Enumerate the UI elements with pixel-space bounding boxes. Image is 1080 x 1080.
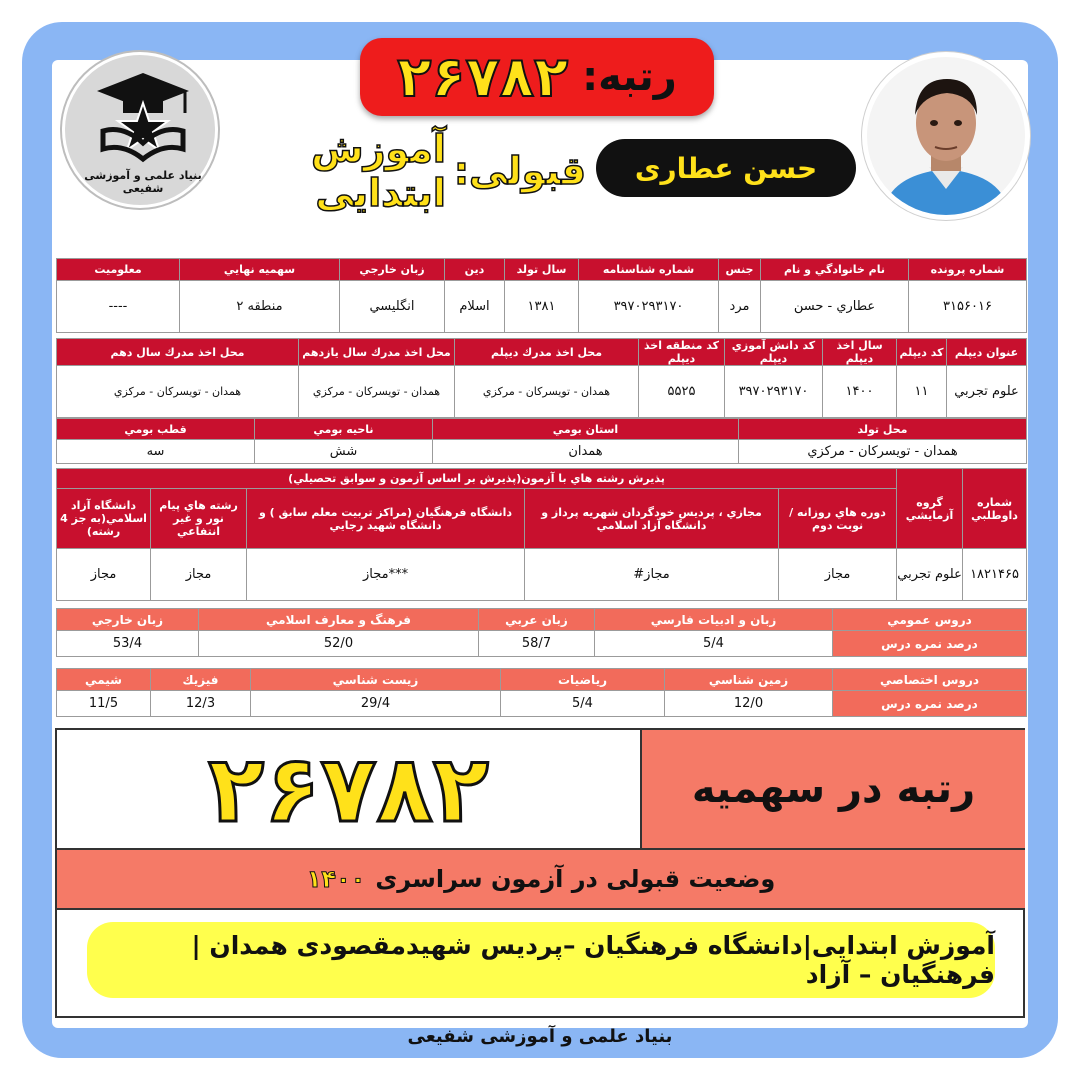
accepted-field [214,127,586,215]
value-native-pole: سه [57,440,255,464]
value-file-number: ۳۱۵۶۰۱۶ [909,281,1027,333]
quota-rank-label: رتبه در سهمیه [640,730,1025,848]
header-id-number: شماره شناسنامه [579,259,719,281]
quota-rank-number: ۲۶۷۸۲ [208,735,489,843]
value-diploma-title: علوم تجربي [947,366,1027,418]
general-subject: زبان خارجي [57,609,199,631]
header-azad: دانشگاه آزاد اسلامي(به جز 4 رشته) [57,489,151,549]
student-name: حسن عطاری [596,139,856,197]
native-region-table [56,418,1027,464]
value-diploma-place: همدان - تويسركان - مركزي [455,366,639,418]
specialized-score: 5/4 [501,691,665,717]
value-religion: اسلام [445,281,505,333]
rank-badge [360,38,714,116]
specialized-score: 29/4 [251,691,501,717]
header-birth-place: محل تولد [739,419,1027,440]
header-student-code: كد دانش آموزي ديپلم [725,339,823,366]
value-grade11-place: همدان - تويسركان - مركزي [299,366,455,418]
value-farhangian: ***مجاز [247,549,525,601]
logo-caption: بنیاد علمی و آموزشی شفیعی [84,169,202,195]
header-volunteer-number: شماره داوطلبي [963,469,1027,549]
header-native-province: استان بومي [433,419,739,440]
value-native-province: همدان [433,440,739,464]
specialized-subject: فيزيك [151,669,251,691]
acceptance-status [57,848,1025,910]
specialized-score: 12/3 [151,691,251,717]
value-diploma-code: ۱۱ [897,366,947,418]
value-full-name: عطاري - حسن [761,281,909,333]
general-score-label: درصد نمره درس [833,631,1027,657]
header-grade10-place: محل اخذ مدرك سال دهم [57,339,299,366]
header-payamenoor: رشته هاي پيام نور و غير انتفاعي [151,489,247,549]
value-daily-courses: مجاز [779,549,897,601]
specialized-score-label: درصد نمره درس [833,691,1027,717]
header-region-code: كد منطقه اخذ ديپلم [639,339,725,366]
general-subject: فرهنگ و معارف اسلامي [199,609,479,631]
footer-caption: بنیاد علمی و آموزشی شفیعی [407,1026,673,1047]
specialized-title: دروس اختصاصي [833,669,1027,691]
value-final-quota: منطقه ۲ [180,281,340,333]
header-full-name: نام خانوادگي و نام [761,259,909,281]
acceptance-status-text: وضعیت قبولی در آزمون سراسری [375,865,776,893]
admission-status-table [56,468,1027,601]
person-avatar-icon [867,57,1025,215]
graduation-cap-star-icon [89,69,197,165]
header-farhangian: دانشگاه فرهنگيان (مراكز تربيت معلم سابق ) و دانشگاه شهيد رجايي [247,489,525,549]
header-diploma-place: محل اخذ مدرك ديپلم [455,339,639,366]
value-diploma-year: ۱۴۰۰ [823,366,897,418]
general-score: 52/0 [199,631,479,657]
header-virtual-pardis: مجازي ، پرديس خودگردان شهريه پرداز و دانشگاه آزاد اسلامي [525,489,779,549]
specialized-subject: زمين شناسي [665,669,833,691]
value-birth-year: ۱۳۸۱ [505,281,579,333]
value-foreign-language: انگليسي [340,281,445,333]
value-exam-group: علوم تجربي [897,549,963,601]
header-gender: جنس [719,259,761,281]
value-native-district: شش [255,440,433,464]
header-daily-courses: دوره هاي روزانه / نوبت دوم [779,489,897,549]
value-volunteer-number: ۱۸۲۱۴۶۵ [963,549,1027,601]
header-birth-year: سال تولد [505,259,579,281]
value-student-code: ۳۹۷۰۲۹۳۱۷۰ [725,366,823,418]
rank-summary [55,728,1025,1018]
value-grade10-place: همدان - تويسركان - مركزي [57,366,299,418]
header-diploma-code: كد ديپلم [897,339,947,366]
rank-label: رتبه: [582,54,677,100]
personal-info-table [56,258,1027,333]
header-religion: دين [445,259,505,281]
value-gender: مرد [719,281,761,333]
header-admission-title: پذيرش رشته هاي با آزمون(پذيرش بر اساس آزمون و سوابق تحصيلي) [57,469,897,489]
specialized-score: 11/5 [57,691,151,717]
general-score: 53/4 [57,631,199,657]
accepted-value: آموزش ابتدایی [311,127,446,215]
general-subject: زبان عربي [479,609,595,631]
specialized-subjects-table [56,668,1027,717]
general-score: 58/7 [479,631,595,657]
diploma-info-table [56,338,1027,418]
specialized-subject: شيمي [57,669,151,691]
acceptance-status-year: ۱۴۰۰ [306,865,366,893]
value-region-code: ۵۵۲۵ [639,366,725,418]
value-azad: مجاز [57,549,151,601]
header-file-number: شماره پرونده [909,259,1027,281]
value-id-number: ۳۹۷۰۲۹۳۱۷۰ [579,281,719,333]
rank-value: ۲۶۷۸۲ [397,44,569,110]
header-exam-group: گروه آزمايشي [897,469,963,549]
general-title: دروس عمومي [833,609,1027,631]
header-native-pole: قطب بومي [57,419,255,440]
accepted-course: آموزش ابتدایی|دانشگاه فرهنگیان –پردیس شهیدمقصودی همدان | فرهنگیان – آزاد [87,922,995,998]
value-payamenoor: مجاز [151,549,247,601]
header-diploma-year: سال اخذ ديپلم [823,339,897,366]
header-grade11-place: محل اخذ مدرك سال يازدهم [299,339,455,366]
general-subject: زبان و ادبيات فارسي [595,609,833,631]
header-foreign-language: زبان خارجي [340,259,445,281]
header-native-district: ناحيه بومي [255,419,433,440]
student-photo [862,52,1030,220]
specialized-score: 12/0 [665,691,833,717]
general-subjects-table [56,608,1027,657]
specialized-subject: زيست شناسي [251,669,501,691]
value-disability: ---- [57,281,180,333]
accepted-label: قبولی: [453,149,586,193]
specialized-subject: رياضيات [501,669,665,691]
value-virtual-pardis: مجاز# [525,549,779,601]
institute-logo [62,52,218,208]
general-score: 5/4 [595,631,833,657]
header-disability: معلوميت [57,259,180,281]
value-birth-place: همدان - تويسركان - مركزي [739,440,1027,464]
header-final-quota: سهميه نهايي [180,259,340,281]
header-diploma-title: عنوان ديپلم [947,339,1027,366]
